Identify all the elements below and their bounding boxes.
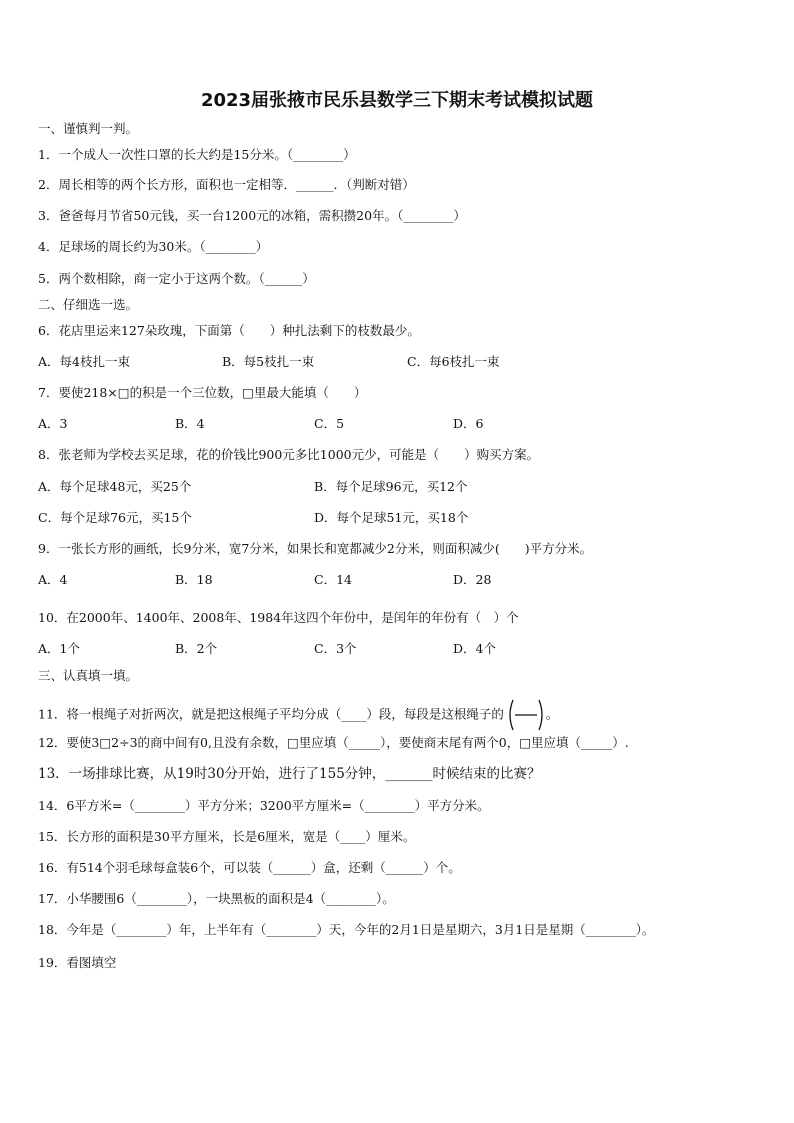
question-16: 16．有514个羽毛球每盒装6个，可以装（______）盒，还剩（______）个。: [38, 860, 461, 875]
question-4: 4．足球场的周长约为30米。（________）: [38, 239, 269, 254]
blank-fraction: [506, 698, 546, 732]
question-8-option-c: C．每个足球76元，买15个: [38, 510, 192, 525]
question-10-option-b: B．2个: [175, 641, 218, 656]
question-7-option-a: A．3: [38, 416, 68, 431]
question-6-option-c: C．每6枝扎一束: [407, 354, 500, 369]
question-15: 15．长方形的面积是30平方厘米，长是6厘米，宽是（____）厘米。: [38, 829, 416, 844]
question-6-option-b: B．每5枝扎一束: [222, 354, 315, 369]
question-10-option-d: D．4个: [453, 641, 496, 656]
question-8-option-d: D．每个足球51元，买18个: [314, 510, 469, 525]
question-13: 13．一场排球比赛，从19时30分开始，进行了155分钟，_______时候结束的比赛？: [38, 766, 541, 782]
question-8: 8．张老师为学校去买足球，花的价钱比900元多比1000元少，可能是（ ）购买方案。: [38, 447, 540, 462]
section-heading-3: 三、认真填一填。: [38, 668, 139, 683]
question-11-end: 。: [545, 706, 559, 722]
question-10: 10．在2000年、1400年、2008年、1984年这四个年份中，是闰年的年份有（ ）个: [38, 610, 519, 625]
question-7-option-b: B．4: [175, 416, 205, 431]
question-9: 9．一张长方形的画纸，长9分米，宽7分米，如果长和宽都减少2分米，则面积减少( )平方分米。: [38, 541, 593, 556]
question-7-option-c: C．5: [314, 416, 345, 431]
question-14: 14．6平方米=（________）平方分米；3200平方厘米=（________）平方分米。: [38, 798, 490, 813]
question-9-option-c: C．14: [314, 572, 352, 587]
question-8-option-b: B．每个足球96元，买12个: [314, 479, 468, 494]
question-9-option-d: D．28: [453, 572, 492, 587]
page-title: 2023届张掖市民乐县数学三下期末考试模拟试题: [200, 90, 594, 111]
question-8-option-a: A．每个足球48元，买25个: [38, 479, 192, 494]
question-11: [38, 698, 558, 732]
question-6-option-a: A．每4枝扎一束: [38, 354, 130, 369]
question-7-option-d: D．6: [453, 416, 484, 431]
question-5: 5．两个数相除，商一定小于这两个数。（______）: [38, 271, 315, 286]
section-heading-2: 二、仔细选一选。: [38, 297, 139, 312]
question-11-text: 11．将一根绳子对折两次，就是把这根绳子平均分成（____）段，每段是这根绳子的: [38, 706, 504, 722]
question-2: 2．周长相等的两个长方形，面积也一定相等．______．（判断对错）: [38, 177, 415, 192]
question-6: 6．花店里运来127朵玫瑰，下面第（ ）种扎法剩下的枝数最少。: [38, 323, 420, 338]
question-12: 12．要使3□2÷3的商中间有0,且没有余数，□里应填（_____），要使商末尾有两个0，□里应填（_____）.: [38, 735, 629, 750]
question-10-option-c: C．3个: [314, 641, 357, 656]
question-19: 19．看图填空: [38, 955, 117, 970]
question-9-option-a: A．4: [38, 572, 68, 587]
section-heading-1: 一、谨慎判一判。: [38, 121, 139, 136]
question-10-option-a: A．1个: [38, 641, 80, 656]
question-18: 18．今年是（________）年，上半年有（________）天，今年的2月1日是星期六，3月1日是星期（________）。: [38, 922, 655, 937]
question-7: 7．要使218×□的积是一个三位数，□里最大能填（ ）: [38, 385, 367, 400]
question-3: 3．爸爸每月节省50元钱，买一台1200元的冰箱，需积攒20年。（________）: [38, 208, 466, 223]
question-17: 17．小华腰围6（________），一块黑板的面积是4（________）。: [38, 891, 395, 906]
question-9-option-b: B．18: [175, 572, 213, 587]
question-1: 1．一个成人一次性口罩的长大约是15分米。（________）: [38, 147, 356, 162]
